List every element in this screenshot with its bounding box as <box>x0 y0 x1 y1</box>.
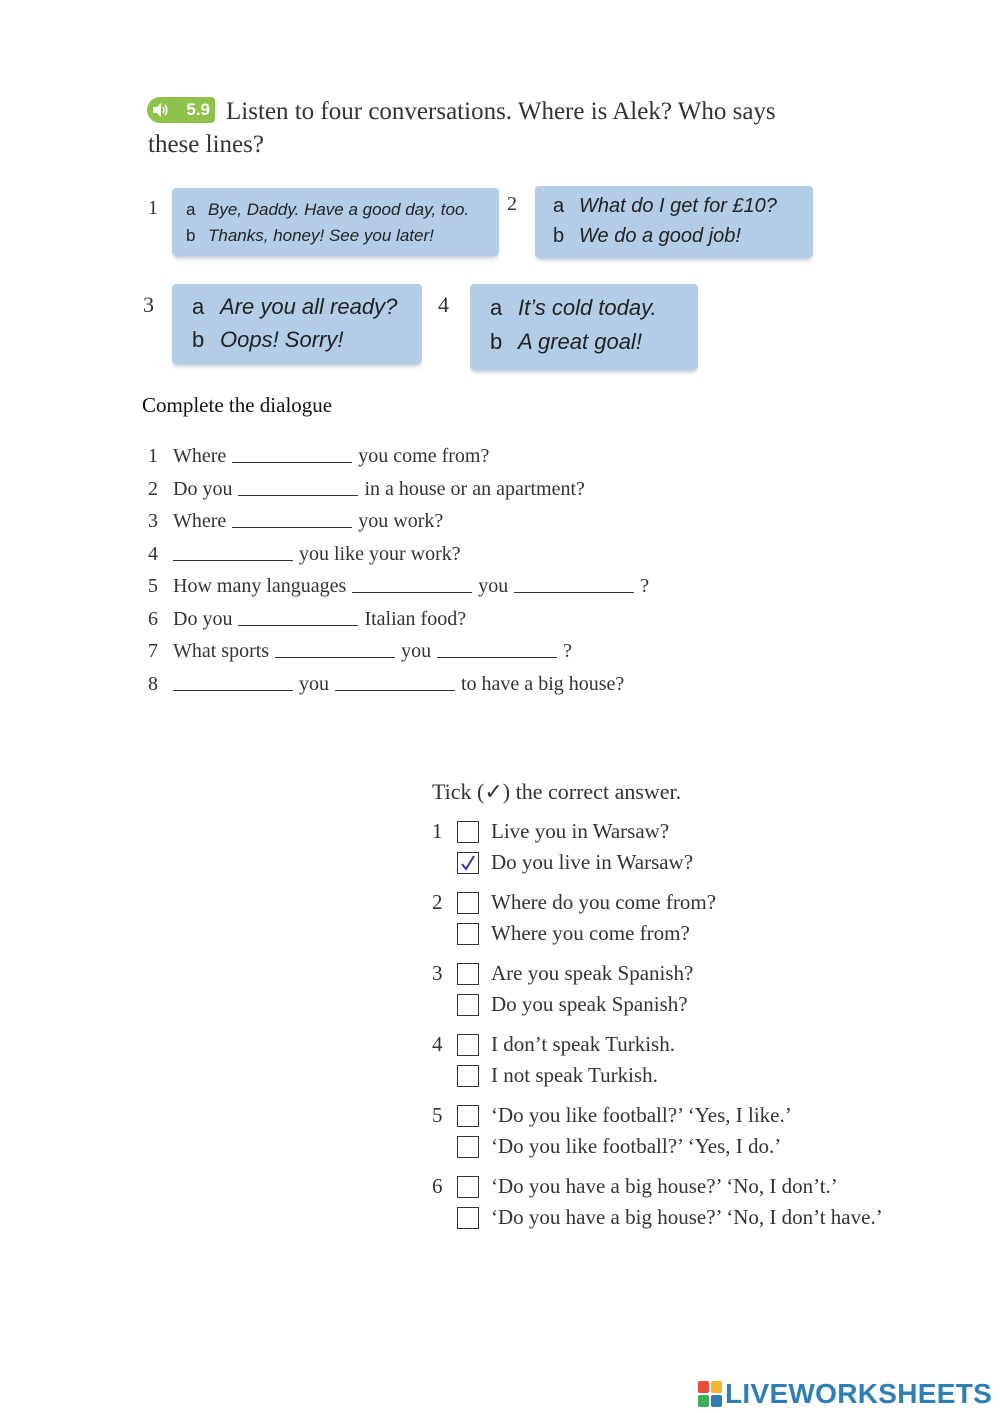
line-a: Are you all ready? <box>220 294 398 319</box>
row-text: How many languages <box>173 575 347 597</box>
line-letter: b <box>186 226 196 245</box>
speaker-icon <box>151 101 169 119</box>
row-number: 2 <box>148 477 158 500</box>
tick-option <box>432 1202 883 1233</box>
answer-blank[interactable] <box>238 473 358 496</box>
check-mark-icon <box>459 854 477 872</box>
item-number: 4 <box>438 292 449 317</box>
answer-checkbox[interactable] <box>457 1176 479 1198</box>
question-number: 2 <box>432 890 443 914</box>
item-number: 3 <box>143 292 154 317</box>
line-a: It’s cold today. <box>518 295 657 320</box>
row-text: Where <box>173 510 227 532</box>
tick-option <box>432 1100 883 1131</box>
answer-checkbox[interactable] <box>457 892 479 914</box>
line-letter: b <box>490 329 503 354</box>
answer-blank[interactable] <box>335 668 455 691</box>
tick-list <box>432 816 883 1242</box>
line-b: A great goal! <box>518 329 642 354</box>
dialogue-row <box>148 473 649 506</box>
tick-option <box>432 1171 883 1202</box>
instruction-text: Listen to four conversations. Where is Alek? Who says these lines? <box>148 98 776 158</box>
track-number: 5.9 <box>186 100 210 119</box>
option-text: I not speak Turkish. <box>491 1063 658 1087</box>
option-text: ‘Do you like football?’ ‘Yes, I like.’ <box>491 1103 792 1127</box>
line-a: What do I get for £10? <box>579 195 777 217</box>
line-letter: a <box>192 294 205 319</box>
tick-title: Tick (✓) the correct answer. <box>432 779 682 804</box>
dialogue-row <box>148 505 649 538</box>
tick-option <box>432 847 883 878</box>
item-number: 1 <box>148 197 158 219</box>
row-text: Italian food? <box>364 607 467 630</box>
dialogue-list <box>148 440 649 700</box>
row-text: you like your work? <box>299 542 461 565</box>
line-letter: a <box>553 195 565 217</box>
dialogue-row <box>148 570 649 603</box>
tick-option <box>432 887 883 918</box>
answer-blank[interactable] <box>238 603 358 626</box>
tick-option <box>432 816 883 847</box>
answer-checkbox[interactable] <box>457 1207 479 1229</box>
row-text: in a house or an apartment? <box>364 477 585 500</box>
answer-blank[interactable] <box>173 538 293 561</box>
logo-text: LIVEWORKSHEETS <box>725 1378 993 1409</box>
row-number: 3 <box>148 510 158 532</box>
answer-checkbox[interactable] <box>457 923 479 945</box>
row-text: you <box>478 575 509 597</box>
answer-blank[interactable] <box>232 505 352 528</box>
option-text: ‘Do you have a big house?’ ‘No, I don’t.’ <box>491 1174 838 1198</box>
tick-option <box>432 1060 883 1091</box>
tick-option <box>432 989 883 1020</box>
option-text: Do you speak Spanish? <box>491 992 688 1016</box>
question-number: 3 <box>432 961 443 985</box>
option-text: Where you come from? <box>491 921 690 945</box>
option-text: Do you live in Warsaw? <box>491 850 694 874</box>
question-number: 6 <box>432 1174 443 1198</box>
answer-blank[interactable] <box>232 440 352 463</box>
tick-option <box>432 1029 883 1060</box>
speech-bubble-1 <box>172 188 499 256</box>
option-text: Live you in Warsaw? <box>491 819 670 843</box>
row-text: to have a big house? <box>461 672 625 695</box>
item-number: 2 <box>507 193 517 215</box>
dialogue-row <box>148 440 649 473</box>
row-number: 1 <box>148 445 158 467</box>
answer-blank[interactable] <box>437 635 557 658</box>
option-text: ‘Do you like football?’ ‘Yes, I do.’ <box>491 1134 782 1158</box>
speech-bubble-3 <box>172 284 422 364</box>
dialogue-row <box>148 668 649 701</box>
option-text: Are you speak Spanish? <box>491 961 694 985</box>
answer-checkbox[interactable] <box>457 821 479 843</box>
row-text: you work? <box>358 510 444 532</box>
tick-question-3 <box>432 958 883 1020</box>
row-number: 5 <box>148 575 158 597</box>
liveworksheets-logo <box>698 1377 992 1411</box>
row-text: Do you <box>173 607 233 630</box>
question-number: 1 <box>432 819 443 843</box>
tick-question-4 <box>432 1029 883 1091</box>
dialogue-row <box>148 635 649 668</box>
answer-blank[interactable] <box>352 570 472 593</box>
speech-bubble-2 <box>535 186 813 258</box>
answer-checkbox[interactable] <box>457 1034 479 1056</box>
tick-option <box>432 958 883 989</box>
row-text: you <box>299 672 329 695</box>
audio-track-badge[interactable] <box>147 97 215 123</box>
exercise-instruction <box>148 95 828 161</box>
dialogue-title: Complete the dialogue <box>142 393 333 417</box>
tick-question-2 <box>432 887 883 949</box>
tick-question-1 <box>432 816 883 878</box>
row-number: 6 <box>148 607 158 630</box>
answer-blank[interactable] <box>514 570 634 593</box>
line-letter: a <box>186 200 196 219</box>
answer-checkbox[interactable] <box>457 1105 479 1127</box>
row-text: ? <box>640 575 650 597</box>
option-text: ‘Do you have a big house?’ ‘No, I don’t have.’ <box>491 1205 883 1229</box>
row-text: Where <box>173 445 227 467</box>
tick-option <box>432 1131 883 1162</box>
tick-question-5 <box>432 1100 883 1162</box>
line-letter: a <box>490 295 503 320</box>
row-text: you <box>401 640 432 662</box>
answer-blank[interactable] <box>275 635 395 658</box>
tick-option <box>432 918 883 949</box>
option-text: Where do you come from? <box>491 890 717 914</box>
answer-checkbox[interactable] <box>457 963 479 985</box>
line-b: Oops! Sorry! <box>220 327 344 352</box>
row-text: What sports <box>173 640 270 662</box>
line-b: Thanks, honey! See you later! <box>208 226 434 245</box>
answer-checkbox[interactable] <box>457 852 479 874</box>
question-number: 5 <box>432 1103 443 1127</box>
option-text: I don’t speak Turkish. <box>491 1032 675 1056</box>
line-b: We do a good job! <box>579 225 741 247</box>
answer-checkbox[interactable] <box>457 1065 479 1087</box>
row-number: 4 <box>148 542 158 565</box>
line-a: Bye, Daddy. Have a good day, too. <box>208 200 470 219</box>
speech-bubble-4 <box>470 284 698 370</box>
tick-question-6 <box>432 1171 883 1233</box>
answer-checkbox[interactable] <box>457 1136 479 1158</box>
dialogue-row <box>148 538 649 571</box>
answer-blank[interactable] <box>173 668 293 691</box>
line-letter: b <box>553 225 565 247</box>
row-number: 7 <box>148 640 158 662</box>
row-text: you come from? <box>358 445 490 467</box>
row-text: Do you <box>173 477 233 500</box>
dialogue-row <box>148 603 649 636</box>
line-letter: b <box>192 327 205 352</box>
row-number: 8 <box>148 672 158 695</box>
answer-checkbox[interactable] <box>457 994 479 1016</box>
row-text: ? <box>563 640 572 662</box>
liveworksheets-logo-icon <box>698 1381 722 1407</box>
question-number: 4 <box>432 1032 443 1056</box>
